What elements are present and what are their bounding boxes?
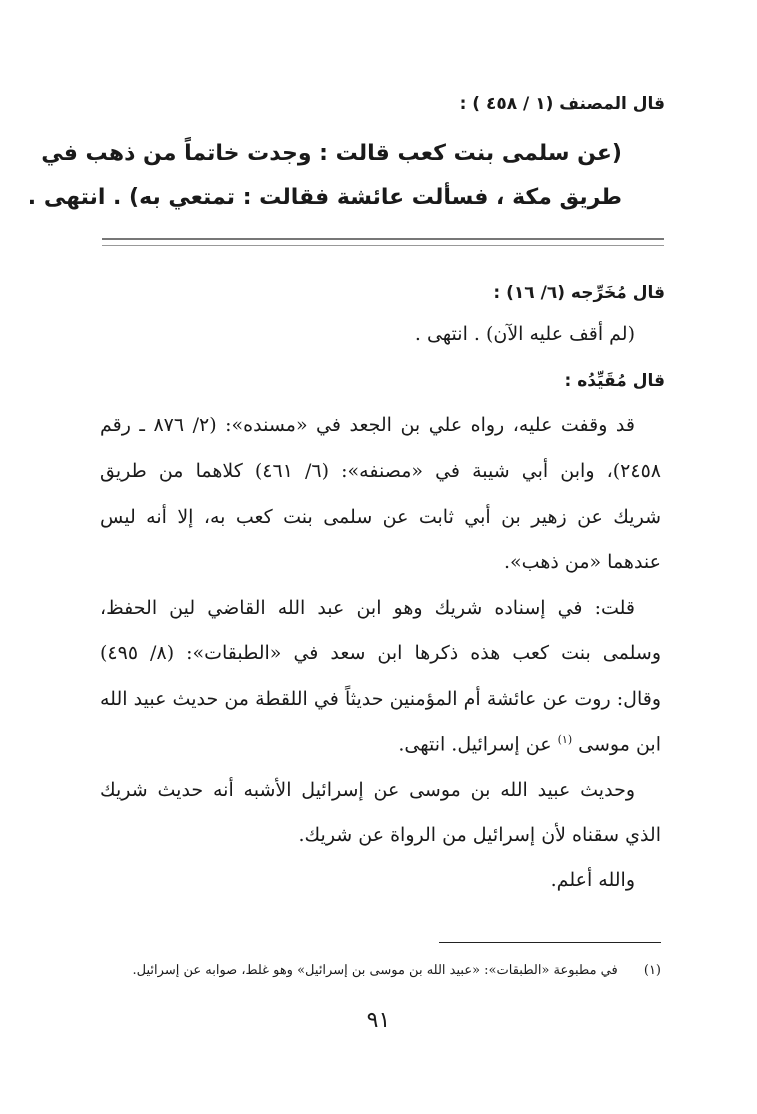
para1-line-2: ٢٤٥٨)، وابن أبي شيبة في «مصنفه»: (٦/ ٤٦١) كلاهما من طريق	[100, 460, 661, 482]
para2-line-1: قلت: في إسناده شريك وهو ابن عبد الله القاضي لين الحفظ،	[100, 597, 635, 619]
para2-line-2: وسلمى بنت كعب هذه ذكرها ابن سعد في «الطبقات»: (٨/ ٤٩٥)	[100, 642, 661, 664]
commentator-heading: قال مُقَيِّدُه :	[564, 371, 665, 391]
para2-line-4-end: عن إسرائيل. انتهى.	[398, 733, 552, 756]
footnote-rule	[439, 942, 661, 943]
para2-line-3: وقال: روت عن عائشة أم المؤمنين حديثاً في اللقطة من حديث عبيد الله	[100, 688, 661, 710]
takhrij-heading: قال مُخَرِّجه (٦/ ١٦) :	[493, 283, 665, 303]
footnote-number: (١)	[643, 963, 661, 978]
quote-line-1: (عن سلمى بنت كعب قالت : وجدت خاتماً من ذهب في	[41, 141, 622, 166]
para1-line-3: شريك عن زهير بن أبي ثابت عن سلمى بنت كعب به، إلا أنه ليس	[100, 506, 661, 528]
page-number: ٩١	[366, 1008, 391, 1033]
para2-line-4-start: ابن موسى	[578, 733, 661, 756]
section-divider	[102, 238, 664, 246]
para3-line-1: وحديث عبيد الله بن موسى عن إسرائيل الأشبه أنه حديث شريك	[100, 779, 635, 801]
footnote-reference: (١)	[557, 733, 573, 746]
footnote	[133, 963, 661, 978]
footnote-text: في مطبوعة «الطبقات»: «عبيد الله بن موسى بن إسرائيل» وهو غلط، صوابه عن إسرائيل.	[132, 963, 618, 978]
para3-line-2: الذي سقناه لأن إسرائيل من الرواة عن شريك.	[298, 824, 661, 846]
para1-line-1: قد وقفت عليه، رواه علي بن الجعد في «مسنده»: (٢/ ٨٧٦ ـ رقم	[100, 414, 635, 436]
author-heading: قال المصنف (١ / ٤٥٨ ) :	[459, 94, 665, 114]
quote-line-2: طريق مكة ، فسألت عائشة فقالت : تمتعي به) . انتهى .	[27, 185, 622, 210]
closing-line: والله أعلم.	[550, 869, 635, 891]
takhrij-text: (لم أقف عليه الآن) . انتهى .	[414, 323, 635, 345]
para1-line-4: عندهما «من ذهب».	[504, 551, 661, 573]
para2-line-4	[398, 733, 661, 755]
